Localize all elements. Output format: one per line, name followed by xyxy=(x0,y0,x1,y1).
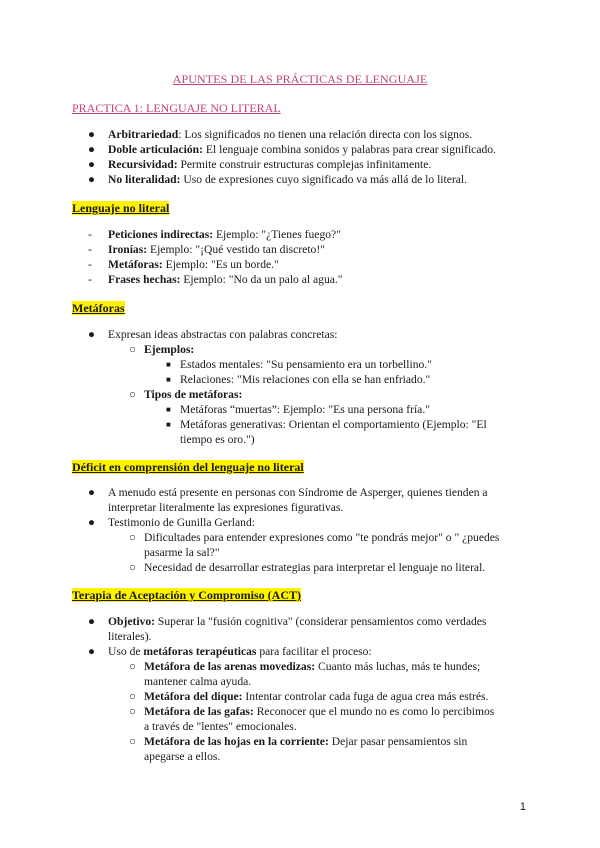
list-item: ○ Tipos de metáforas: xyxy=(129,388,243,401)
list-item-continuation: tiempo es oro.") xyxy=(180,433,255,446)
document-title: APUNTES DE LAS PRÁCTICAS DE LENGUAJE xyxy=(172,72,428,86)
list-item: ○ Metáfora del dique: Intentar controlar cada fuga de agua crea más estrés. xyxy=(129,690,489,703)
bullet-icon: ● xyxy=(88,486,96,499)
list-item: - Frases hechas: Ejemplo: "No da un palo al agua." xyxy=(88,273,343,286)
square-bullet-icon: ■ xyxy=(166,360,171,369)
metaphors-list xyxy=(72,327,542,447)
bullet-icon: ● xyxy=(88,128,96,141)
list-item: - Peticiones indirectas: Ejemplo: "¿Tienes fuego?" xyxy=(88,228,341,241)
list-item: ● Expresan ideas abstractas con palabras concretas: xyxy=(88,328,338,341)
nonliteral-list xyxy=(72,227,542,287)
circle-bullet-icon: ○ xyxy=(129,531,137,544)
list-item: - Metáforas: Ejemplo: "Es un borde." xyxy=(88,258,279,271)
deficit-heading: Déficit en comprensión del lenguaje no literal xyxy=(72,460,304,474)
list-item: ○ Metáfora de las arenas movedizas: Cuanto más luchas, más te hundes; xyxy=(129,660,481,673)
act-heading: Terapia de Aceptación y Compromiso (ACT) xyxy=(72,588,301,602)
list-item-continuation: pasarme la sal?" xyxy=(144,546,220,559)
dash-marker: - xyxy=(88,243,92,256)
act-list xyxy=(72,614,542,764)
circle-bullet-icon: ○ xyxy=(129,660,137,673)
square-bullet-icon: ■ xyxy=(166,420,171,429)
deficit-list xyxy=(72,485,542,575)
practice1-heading: PRACTICA 1: LENGUAJE NO LITERAL xyxy=(72,101,281,115)
list-item-continuation: a través de "lentes" emocionales. xyxy=(144,720,297,733)
list-item: - Ironías: Ejemplo: "¡Qué vestido tan discreto!" xyxy=(88,243,325,256)
list-item-continuation: mantener calma ayuda. xyxy=(144,675,252,688)
bullet-icon: ● xyxy=(88,158,96,171)
metaphors-heading: Metáforas xyxy=(72,301,125,315)
bullet-icon: ● xyxy=(88,615,96,628)
bullet-icon: ● xyxy=(88,645,96,658)
list-item: ■ Relaciones: "Mis relaciones con ella se han enfriado." xyxy=(166,373,431,386)
list-item: ○ Dificultades para entender expresiones como "te pondrás mejor" o " ¿puedes xyxy=(129,531,500,544)
list-item: ● No literalidad: Uso de expresiones cuyo significado va más allá de lo literal. xyxy=(88,173,468,186)
circle-bullet-icon: ○ xyxy=(129,690,137,703)
list-item: ● A menudo está presente en personas con Síndrome de Asperger, quienes tienden a xyxy=(88,486,488,499)
circle-bullet-icon: ○ xyxy=(129,705,137,718)
list-item: ● Objetivo: Superar la "fusión cognitiva" (considerar pensamientos como verdades xyxy=(88,615,487,628)
practice1-list xyxy=(72,127,542,187)
bullet-icon: ● xyxy=(88,143,96,156)
list-item: ● Testimonio de Gunilla Gerland: xyxy=(88,516,255,529)
list-item: ● Doble articulación: El lenguaje combina sonidos y palabras para crear significado. xyxy=(88,143,496,156)
circle-bullet-icon: ○ xyxy=(129,388,137,401)
list-item: ○ Necesidad de desarrollar estrategias para interpretar el lenguaje no literal. xyxy=(129,561,486,574)
circle-bullet-icon: ○ xyxy=(129,561,137,574)
nonliteral-heading: Lenguaje no literal xyxy=(72,201,170,215)
dash-marker: - xyxy=(88,258,92,271)
dash-marker: - xyxy=(88,228,92,241)
dash-marker: - xyxy=(88,273,92,286)
list-item: ■ Estados mentales: "Su pensamiento era un torbellino." xyxy=(166,358,432,371)
bullet-icon: ● xyxy=(88,516,96,529)
bullet-icon: ● xyxy=(88,328,96,341)
square-bullet-icon: ■ xyxy=(166,375,171,384)
list-item: ● Arbitrariedad: Los significados no tienen una relación directa con los signos. xyxy=(88,128,473,141)
list-item: ● Uso de metáforas terapéuticas para facilitar el proceso: xyxy=(88,645,372,658)
list-item-continuation: apegarse a ellos. xyxy=(144,750,221,763)
list-item-continuation: interpretar literalmente las expresiones figurativas. xyxy=(108,501,344,514)
square-bullet-icon: ■ xyxy=(166,405,171,414)
page-number: 1 xyxy=(519,801,526,813)
list-item: ○ Metáfora de las gafas: Reconocer que el mundo no es como lo percibimos xyxy=(129,705,495,718)
list-item: ○ Ejemplos: xyxy=(129,343,195,356)
list-item-continuation: literales). xyxy=(108,630,152,643)
list-item: ■ Metáforas “muertas”: Ejemplo: "Es una persona fría." xyxy=(166,403,430,416)
list-item: ● Recursividad: Permite construir estructuras complejas infinitamente. xyxy=(88,158,432,171)
list-item: ○ Metáfora de las hojas en la corriente: Dejar pasar pensamientos sin xyxy=(129,735,468,748)
circle-bullet-icon: ○ xyxy=(129,343,137,356)
circle-bullet-icon: ○ xyxy=(129,735,137,748)
bullet-icon: ● xyxy=(88,173,96,186)
list-item: ■ Metáforas generativas: Orientan el comportamiento (Ejemplo: "El xyxy=(166,418,487,431)
